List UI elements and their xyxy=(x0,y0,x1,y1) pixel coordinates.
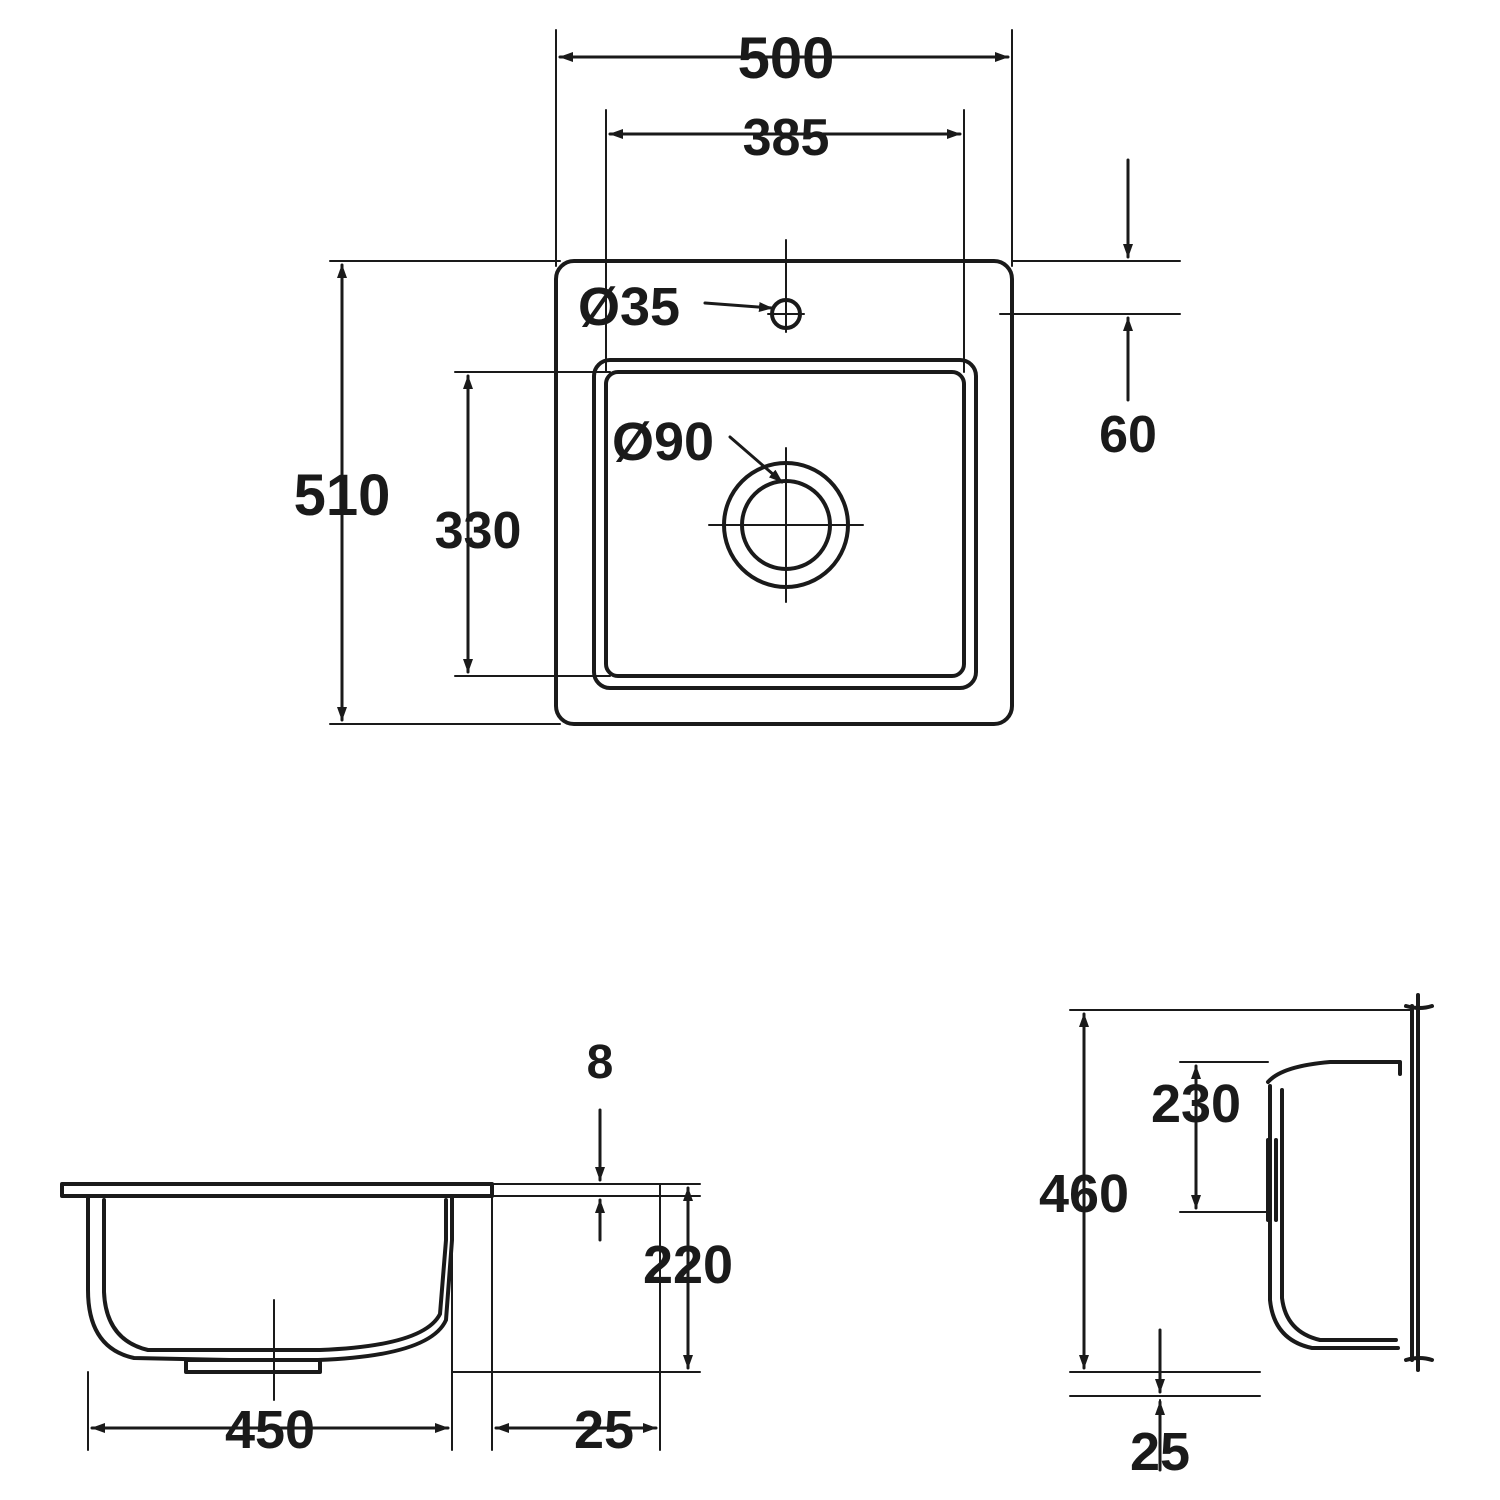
dim-tap-hole-offset: 60 xyxy=(1099,406,1157,464)
front-view-dimension-lines xyxy=(92,1110,688,1428)
dim-tap-hole-diameter: Ø35 xyxy=(578,277,681,337)
tap-hole-leader xyxy=(705,303,772,308)
dim-base-offset: 25 xyxy=(1129,1422,1191,1482)
dim-overall-width: 500 xyxy=(737,26,835,91)
dim-bowl-inner-width: 450 xyxy=(224,1400,316,1460)
dim-overall-height-side: 460 xyxy=(1038,1164,1130,1224)
waste-hole-crosshair xyxy=(709,448,863,602)
side-section-outline xyxy=(1268,995,1432,1370)
waste-hole-leader xyxy=(730,437,782,482)
dim-bowl-width: 385 xyxy=(742,109,830,167)
dim-bowl-depth-side: 230 xyxy=(1150,1074,1242,1134)
dim-rim-overhang: 25 xyxy=(573,1400,635,1460)
dim-overall-depth: 510 xyxy=(293,463,391,528)
dim-bowl-height: 220 xyxy=(642,1235,734,1295)
dim-rim-thickness: 8 xyxy=(586,1036,614,1089)
front-section-outline xyxy=(62,1184,492,1372)
tap-hole-crosshair xyxy=(768,296,804,332)
dim-waste-hole-diameter: Ø90 xyxy=(612,412,715,472)
dim-bowl-depth: 330 xyxy=(434,502,522,560)
